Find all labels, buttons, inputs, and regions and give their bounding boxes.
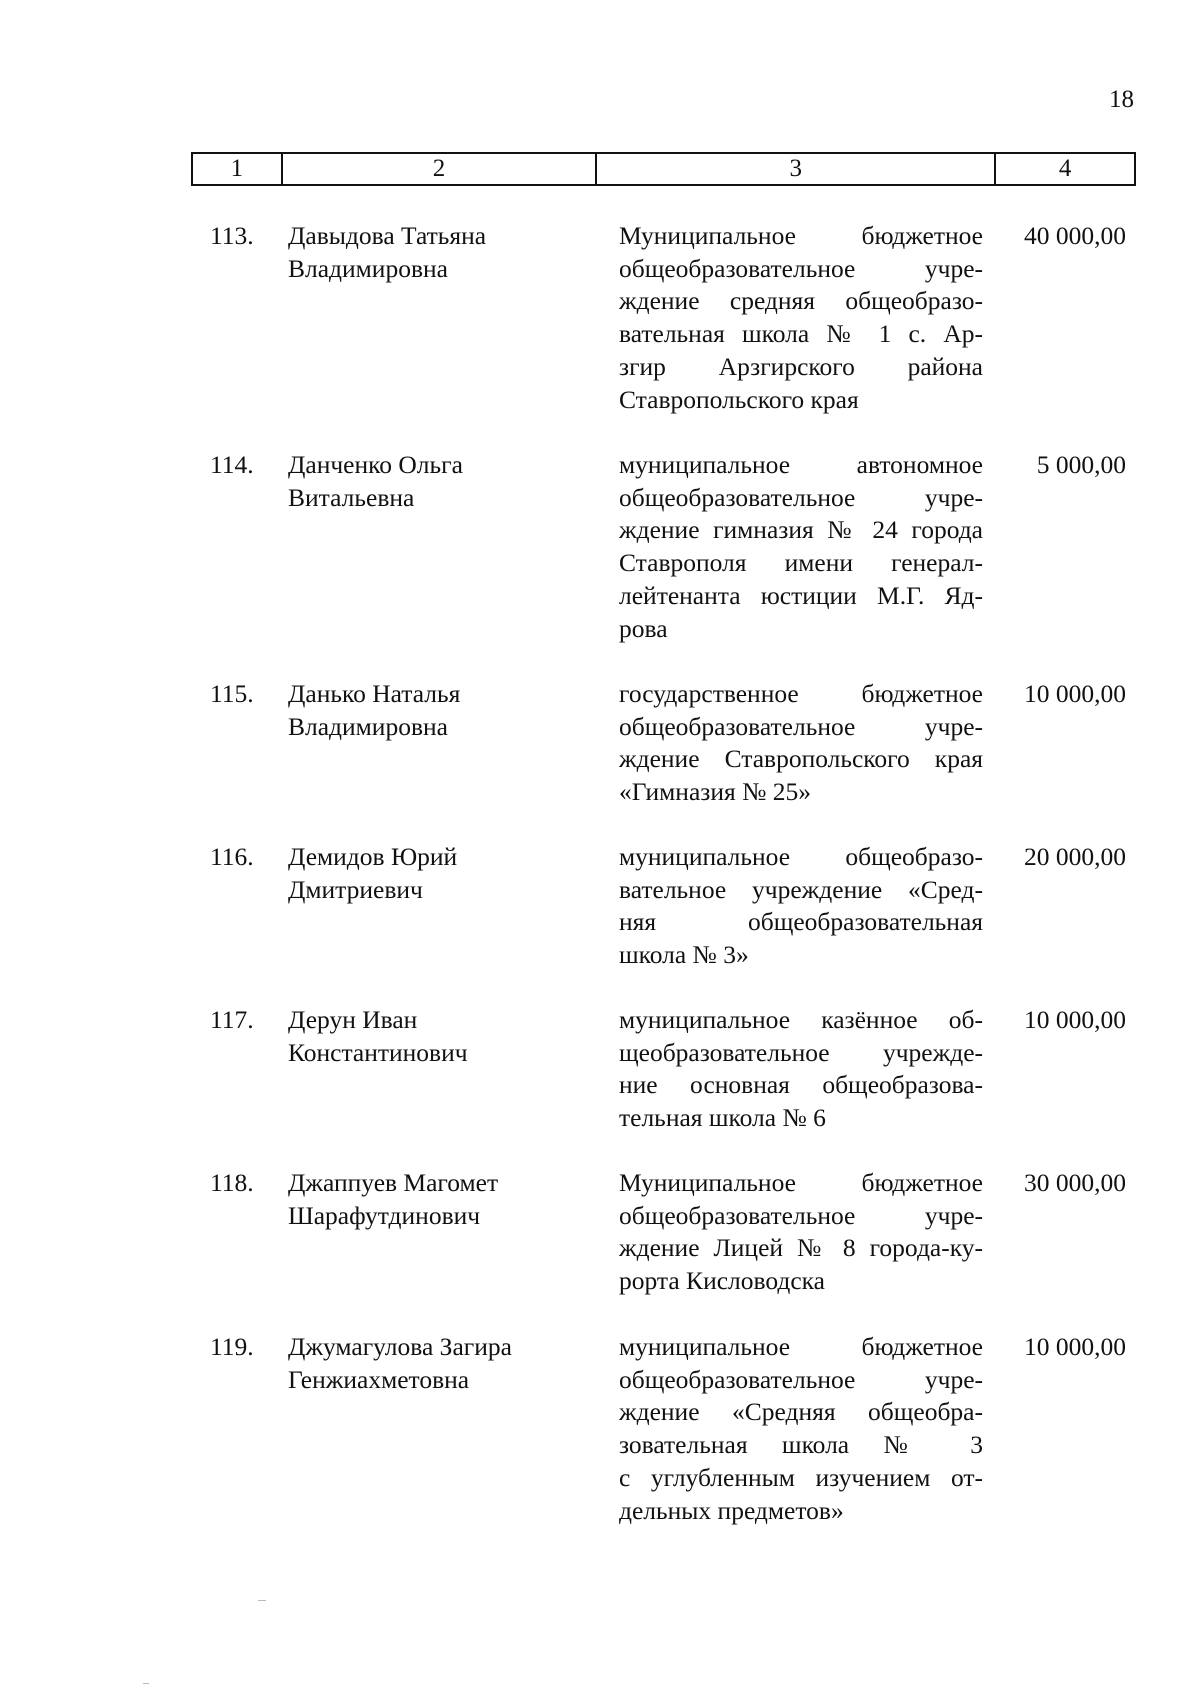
recipient-name xyxy=(288,1004,588,1069)
page-number: 18 xyxy=(1109,86,1134,113)
organization xyxy=(619,1004,983,1135)
org-line: общеобразовательное учре- xyxy=(619,253,983,283)
org-line: вательная школа № 1 с. Ар- xyxy=(619,319,983,349)
organization xyxy=(619,449,983,645)
amount: 10 000,00 xyxy=(1024,679,1126,708)
org-line: тельная школа № 6 xyxy=(619,1103,826,1133)
entry-number: 117. xyxy=(210,1005,254,1034)
entry-number: 119. xyxy=(210,1332,254,1361)
name-line: Генжиахметовна xyxy=(288,1364,470,1394)
amount: 20 000,00 xyxy=(1024,842,1126,871)
org-line: ждение средняя общеобразо- xyxy=(619,286,983,316)
org-line: лейтенанта юстиции М.Г. Яд- xyxy=(619,580,983,610)
amount: 30 000,00 xyxy=(1024,1168,1126,1197)
org-line: ждение гимназия № 24 города xyxy=(619,515,983,545)
amount: 5 000,00 xyxy=(1036,450,1126,479)
org-line: зовательная школа № 3 xyxy=(619,1430,983,1460)
recipient-name xyxy=(288,678,588,743)
entry-number: 115. xyxy=(210,679,254,708)
scan-artifact xyxy=(258,1600,266,1601)
org-line: дельных предметов» xyxy=(619,1495,844,1525)
org-line: «Гимназия № 25» xyxy=(619,777,812,807)
org-line: няя общеобразовательная xyxy=(619,907,983,937)
org-line: Муниципальное бюджетное xyxy=(619,1168,983,1197)
name-line: Демидов Юрий xyxy=(288,842,458,871)
org-line: государственное бюджетное xyxy=(619,679,983,708)
org-line: Муниципальное бюджетное xyxy=(619,221,983,250)
org-line: муниципальное автономное xyxy=(619,450,983,479)
name-line: Константинович xyxy=(288,1037,468,1067)
entry-number: 113. xyxy=(210,221,254,250)
recipient-name xyxy=(288,220,588,285)
column-header-4: 4 xyxy=(995,153,1135,185)
recipient-name xyxy=(288,449,588,514)
entry-number: 118. xyxy=(210,1168,254,1197)
name-line: Давыдова Татьяна xyxy=(288,221,487,250)
org-line: щеобразовательное учрежде- xyxy=(619,1037,983,1067)
org-line: муниципальное казённое об- xyxy=(619,1005,983,1034)
name-line: Витальевна xyxy=(288,482,415,512)
organization xyxy=(619,841,983,972)
org-line: згир Арзгирского района xyxy=(619,351,983,381)
organization xyxy=(619,220,983,416)
org-line: рорта Кисловодска xyxy=(619,1266,826,1296)
name-line: Джумагулова Загира xyxy=(288,1332,512,1361)
entry-number: 116. xyxy=(210,842,254,871)
org-line: ждение Лицей № 8 города-ку- xyxy=(619,1233,983,1263)
org-line: общеобразовательное учре- xyxy=(619,1364,983,1394)
org-line: ние основная общеобразова- xyxy=(619,1070,983,1100)
org-line: с углубленным изучением от- xyxy=(619,1462,983,1492)
organization xyxy=(619,1331,983,1527)
org-line: общеобразовательное учре- xyxy=(619,1200,983,1230)
org-line: ждение «Средняя общеобра- xyxy=(619,1397,983,1427)
org-line: общеобразовательное учре- xyxy=(619,711,983,741)
column-header-row xyxy=(192,153,1135,185)
amount: 10 000,00 xyxy=(1024,1005,1126,1034)
org-line: вательное учреждение «Сред- xyxy=(619,874,983,904)
org-line: общеобразовательное учре- xyxy=(619,482,983,512)
column-header-3: 3 xyxy=(596,153,995,185)
name-line: Дмитриевич xyxy=(288,874,423,904)
name-line: Шарафутдинович xyxy=(288,1200,481,1230)
recipient-name xyxy=(288,1331,588,1396)
column-header-2: 2 xyxy=(282,153,596,185)
org-line: школа № 3» xyxy=(619,940,749,970)
org-line: ждение Ставропольского края xyxy=(619,744,983,774)
org-line: Ставрополя имени генерал- xyxy=(619,548,983,578)
name-line: Владимировна xyxy=(288,711,448,741)
organization xyxy=(619,678,983,809)
name-line: Данченко Ольга xyxy=(288,450,463,479)
entry-number: 114. xyxy=(210,450,254,479)
amount: 40 000,00 xyxy=(1024,221,1126,250)
org-line: муниципальное общеобразо- xyxy=(619,842,983,871)
name-line: Дерун Иван xyxy=(288,1005,418,1034)
recipient-name xyxy=(288,1167,588,1232)
name-line: Данько Наталья xyxy=(288,679,461,708)
org-line: муниципальное бюджетное xyxy=(619,1332,983,1361)
name-line: Владимировна xyxy=(288,253,448,283)
org-line: рова xyxy=(619,613,668,643)
column-header-table xyxy=(191,152,1136,186)
column-header-1: 1 xyxy=(192,153,282,185)
organization xyxy=(619,1167,983,1298)
org-line: Ставропольского края xyxy=(619,384,859,414)
recipient-name xyxy=(288,841,588,906)
name-line: Джаппуев Магомет xyxy=(288,1168,499,1197)
amount: 10 000,00 xyxy=(1024,1332,1126,1361)
scan-artifact xyxy=(143,1683,149,1684)
